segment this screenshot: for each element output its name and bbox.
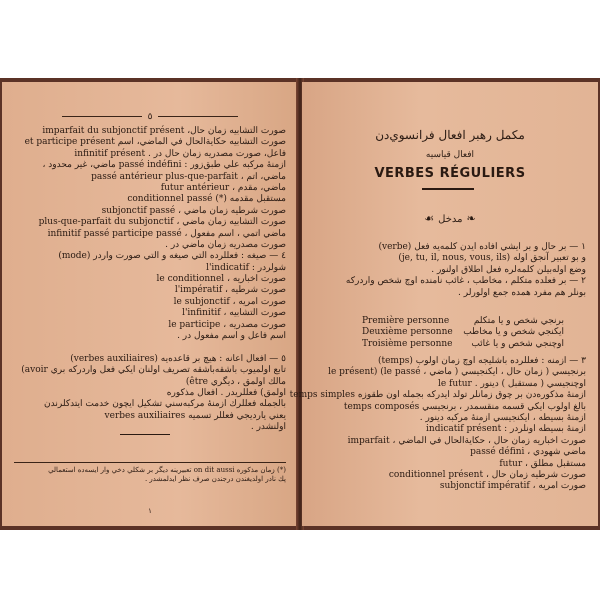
section-divider	[120, 434, 170, 435]
french-term: le présent) (le passé	[328, 367, 421, 378]
person-ottoman: اوچنجي شخص و يا غائب	[471, 338, 564, 349]
text-line	[314, 367, 586, 378]
text-line	[314, 253, 586, 264]
ottoman-text: صورت شرطيه زمان حال ،	[485, 469, 586, 480]
text-line	[14, 411, 286, 422]
french-term: verbes auxiliaires	[104, 410, 186, 421]
text-line	[14, 229, 286, 240]
text-line	[14, 365, 286, 376]
text-line	[14, 399, 286, 410]
french-term: le conditionnel	[156, 274, 225, 285]
text-line	[14, 320, 286, 331]
ottoman-text: مستقبل مقدمه (*)	[215, 194, 286, 205]
ottoman-text: ماضي اتمي ، اسم مفعول ،	[184, 228, 286, 239]
ottoman-text: اسم فاعل و اسم مفعول در .	[177, 331, 286, 342]
ottoman-text: اولمق) فعللريدر . افعال مذكوره	[166, 387, 286, 398]
text-line	[14, 263, 286, 274]
ottoman-text: صورت مصدريه زمان ماضي در .	[165, 239, 286, 250]
text-line	[314, 470, 586, 481]
french-term: (temps)	[377, 356, 413, 366]
french-term: (je, tu, il, nous, vous, ils)	[398, 253, 511, 264]
text-line	[314, 288, 586, 299]
ottoman-text: صورت شرطيه ،	[225, 285, 286, 296]
french-term: plus-que-parfait du subjonctif	[38, 217, 174, 228]
french-term: le participe	[168, 319, 221, 330]
text-line	[314, 459, 586, 470]
ottoman-text: صورت التشابيه زمان ماضي ،	[176, 217, 286, 228]
text-line	[314, 447, 586, 458]
french-term: infinitif présent	[74, 148, 146, 159]
ottoman-text: ماضي شهودي ،	[527, 447, 586, 458]
person-ottoman: ايكنجي شخص و يا مخاطب	[463, 327, 564, 338]
ottoman-text: صورت التشابيه زمان حال،	[187, 126, 286, 136]
ottoman-text: ازمنهٔ مذكوره‌دن بر چوق زمانلر تولد ايدركه بجمله اون طقوزه	[357, 390, 586, 401]
french-term: l'infinitif	[182, 308, 221, 319]
ottoman-text: صورت التشابيه ،	[223, 308, 286, 319]
text-line	[14, 297, 286, 308]
ottoman-text: شولردر :	[251, 262, 286, 273]
french-term: passé antérieur plus-que-parfait	[91, 171, 238, 182]
title-rule	[422, 188, 474, 190]
text-line	[314, 402, 586, 413]
french-term: (avoir	[21, 365, 48, 376]
french-term: futur antérieur	[160, 182, 230, 193]
text-line	[314, 424, 586, 435]
text-line	[14, 126, 286, 137]
ottoman-text: بالجمله فعللرك ازمنهٔ مركبه‌سني تشكيل ايچون خدمت ايتدكلرندن	[44, 399, 286, 410]
ottoman-text: ماضي، مقدم ،	[232, 182, 286, 193]
french-term: conditionnel présent	[388, 469, 484, 480]
text-line	[14, 137, 286, 148]
person-row	[314, 339, 586, 350]
ottoman-text: صورت شرطيه زمان ماضي ،	[178, 205, 286, 216]
french-term: temps composés	[343, 401, 420, 412]
ottoman-text: مستقبل مطلق ،	[525, 458, 586, 469]
ottoman-text: صورت التشابيه حكايةالحال في الماضي، اسم	[117, 137, 286, 148]
text-line	[314, 413, 586, 424]
french-term: imparfait du subjonctif présent	[42, 126, 185, 136]
ottoman-text: بونلر هم مفرد همده جمع اولورلر .	[458, 287, 586, 298]
ottoman-text: وضع اوله‌بيلن كلمه‌لره فعل اطلاق اولنور .	[431, 264, 586, 275]
person-ottoman: برنجي شخص و يا متكلم	[473, 316, 564, 326]
ottoman-text: صورت امريه ،	[232, 296, 286, 307]
text-line	[14, 183, 286, 194]
text-line	[14, 251, 286, 262]
ottoman-text: و بو تعبير آنجق اوله	[513, 253, 586, 264]
french-term: et participe présent	[24, 137, 115, 148]
ottoman-text: اوچنجيسي ( مستقبل ) دينور .	[474, 378, 586, 389]
text-line	[314, 276, 586, 287]
french-term: futur	[499, 458, 523, 469]
person-french: Troisième personne	[362, 338, 453, 349]
left-page-number: ٥	[2, 112, 298, 122]
ottoman-text: ازمنهٔ مركبه علي طبق‌زور : passé indéfini ماضي، غير محدود ،	[42, 160, 286, 171]
text-line	[14, 342, 286, 353]
text-line	[314, 242, 586, 253]
footnote-rule	[14, 462, 286, 463]
section-heading: ❧مدخل☙	[424, 212, 476, 225]
persons-list	[314, 316, 586, 350]
ottoman-text: ٢ — بر فعلده متكلم ، مخاطب ، غائب نامنده اوچ شخص واردركه	[345, 276, 586, 287]
text-line	[14, 331, 286, 342]
footnote-line: پك نادر اولديغندن درجندن صرف نظر ايدلمشدر .	[144, 475, 286, 483]
signature-mark: ١	[148, 507, 152, 515]
text-line	[14, 172, 286, 183]
text-line	[314, 481, 586, 492]
ottoman-text: برنجيسي ( زمان حال ، ايكنجيسي ( ماضي ،	[423, 367, 586, 378]
text-line	[314, 265, 586, 276]
text-line	[14, 217, 286, 228]
text-line	[314, 356, 586, 367]
open-book	[0, 78, 600, 530]
chapter-subtitle: افعال قياسيه	[425, 150, 475, 160]
ornament-icon: ❧	[466, 212, 476, 225]
ottoman-text: ٣ — ازمنه : فعللرده باشليجه اوچ زمان اولوب	[415, 356, 586, 366]
ottoman-text: ١ — بر حال و بر ايشي افاده ايدن كلمه‌يه فعل	[414, 242, 586, 252]
french-term: indicatif présent	[426, 424, 502, 435]
book-title: مكمل رهبر افعال فرانسوي‌دن	[375, 128, 525, 142]
text-line	[14, 274, 286, 285]
text-line	[14, 160, 286, 171]
ottoman-text: تابع اولميوب باشقه‌باشقه تصريف اولنان ايكي فعل واردركه بري	[50, 365, 286, 376]
ornament-icon: ☙	[424, 212, 435, 225]
person-row	[314, 327, 586, 338]
text-line	[14, 377, 286, 388]
left-page-body	[14, 126, 286, 434]
ottoman-text: ازمنهٔ بسيطه ، ايكنجيسي ازمنهٔ مركبه دينور .	[419, 412, 586, 423]
text-line	[14, 308, 286, 319]
french-term: temps simples	[289, 390, 355, 401]
french-term: (verbe)	[378, 242, 412, 252]
ottoman-text: صورت مصدريه ،	[223, 319, 286, 330]
right-page-intro	[314, 242, 586, 299]
person-french: Deuxième personne	[362, 327, 453, 338]
ottoman-text: فاعل، صورت مصدريه زمان حال در .	[147, 148, 286, 159]
person-french: Première personne	[362, 316, 450, 326]
french-term: l'indicatif	[206, 262, 249, 273]
text-line	[14, 194, 286, 205]
ottoman-text: بالغ اولوب ايكي قسمه منقسمدر ، برنجيسي	[422, 401, 586, 412]
ottoman-text: ازمنهٔ بسيطه اونلردر :	[504, 424, 586, 435]
french-term: conditionnel passé	[127, 194, 213, 205]
ottoman-text: صورت اخباريه ،	[227, 274, 286, 285]
footnote-line: (*) زمان مذكوره on dit aussi تعبيرينه ديگر بر شكلي دخي وار ايسه‌ده استعمالي	[48, 466, 286, 474]
text-line	[14, 354, 286, 365]
ottoman-text: ٤ — صيغه : فعللرده التي صيغه و التي صورت واردر	[93, 251, 286, 262]
french-term: (mode)	[58, 251, 91, 262]
french-term: le futur	[437, 378, 472, 389]
ottoman-text: ٥ — افعال اعانه : هيچ بر قاعده‌يه	[160, 353, 286, 364]
french-term: (verbes auxiliaires)	[70, 353, 158, 364]
person-row	[314, 316, 586, 327]
left-page	[2, 82, 298, 526]
text-line	[14, 149, 286, 160]
text-line	[314, 379, 586, 390]
french-term: l'impératif	[174, 285, 223, 296]
text-line	[289, 390, 586, 401]
right-page-tenses	[289, 356, 586, 493]
footnote	[14, 466, 286, 484]
text-line	[14, 422, 286, 433]
ottoman-text: صورت اخباريه زمان حال ، حكايةالحال في الماضي ،	[392, 435, 586, 446]
french-term: (être	[185, 376, 208, 387]
text-line	[14, 388, 286, 399]
french-term: subjonctif passé	[101, 205, 176, 216]
chapter-title: VERBES RÉGULIERS	[374, 166, 526, 181]
ottoman-text: صورت امريه ،	[532, 481, 586, 492]
french-term: infinitif passé participe passé	[47, 228, 182, 239]
ottoman-text: مالك اولمق ، ديگري	[210, 376, 286, 387]
text-line	[314, 436, 586, 447]
right-page	[289, 82, 598, 526]
ottoman-text: يعني يارديجي فعللر تسميه	[188, 410, 286, 421]
french-term: subjonctif impératif	[439, 481, 530, 492]
french-term: imparfait	[347, 435, 390, 446]
ottoman-text: اولنشدر .	[250, 422, 286, 433]
french-term: le subjonctif	[173, 296, 230, 307]
french-term: passé défini	[470, 447, 525, 458]
ottoman-text: ماضي، اتم ،	[240, 171, 286, 182]
text-line	[14, 206, 286, 217]
text-line	[14, 285, 286, 296]
text-line	[14, 240, 286, 251]
